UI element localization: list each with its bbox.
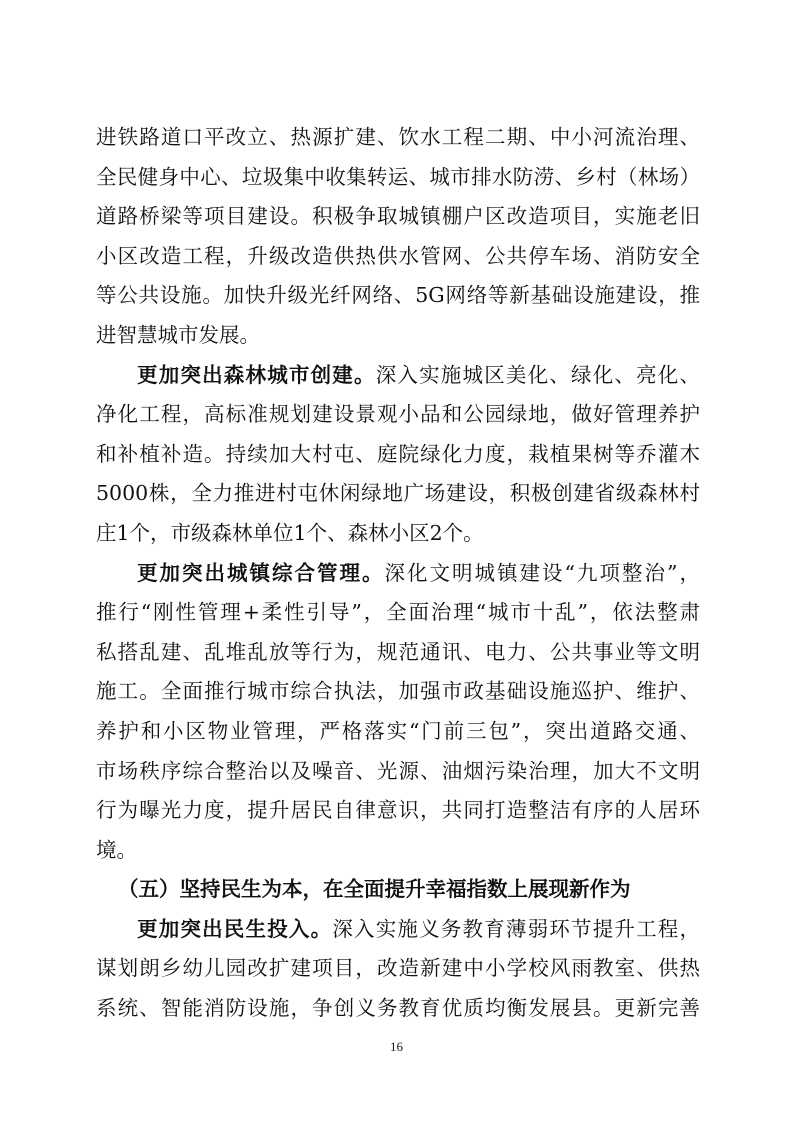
text-line: 庄1个，市级森林单位1个、森林小区2个。 <box>96 520 484 545</box>
text-line: 进铁路道口平改立、热源扩建、饮水工程二期、中小河流治理、 <box>96 125 700 149</box>
text-line: 养护和小区物业管理，严格落实“门前三包”，突出道路交通、 <box>96 718 700 743</box>
text-line: 推行“刚性管理+柔性引导”，全面治理“城市十乱”，依法整肃 <box>96 600 700 625</box>
text-line: 施工。全面推行城市综合执法，加强市政基础设施巡护、维护、 <box>96 679 700 704</box>
text-line: 行为曝光力度，提升居民自律意识，共同打造整洁有序的人居环 <box>96 798 700 823</box>
page-number: 16 <box>390 1039 403 1054</box>
paragraph-first-line <box>96 910 700 950</box>
section-heading: （五）坚持民生为本，在全面提升幸福指数上展现新作为 <box>118 877 631 902</box>
text-line: 进智慧城市发展。 <box>96 322 260 347</box>
text-line: 净化工程，高标准规划建设景观小品和公园绿地，做好管理养护 <box>96 402 700 427</box>
text-line: 系统、智能消防设施，争创义务教育优质均衡发展县。更新完善 <box>96 996 700 1021</box>
text-line: 和补植补造。持续加大村屯、庭院绿化力度，栽植果树等乔灌木 <box>96 441 700 466</box>
paragraph-text: 深化文明城镇建设“九项整治”， <box>384 560 700 585</box>
text-line: 境。 <box>96 837 137 862</box>
paragraph-text: 深入实施义务教育薄弱环节提升工程， <box>332 916 700 941</box>
text-line: 私搭乱建、乱堆乱放等行为，规范通讯、电力、公共事业等文明 <box>96 639 700 664</box>
text-line: 市场秩序综合整治以及噪音、光源、油烟污染治理，加大不文明 <box>96 758 700 783</box>
text-line: 谋划朗乡幼儿园改扩建项目，改造新建中小学校风雨教室、供热 <box>96 956 700 981</box>
text-line: 小区改造工程，升级改造供热供水管网、公共停车场、消防安全 <box>96 243 700 268</box>
paragraph-heading: 更加突出民生投入。 <box>137 916 333 941</box>
body-text <box>96 118 700 1029</box>
paragraph-heading: 更加突出森林城市创建。 <box>137 362 376 387</box>
text-line: 全民健身中心、垃圾集中收集转运、城市排水防涝、乡村（林场） <box>96 164 700 189</box>
paragraph-first-line <box>96 554 700 594</box>
text-line: 道路桥梁等项目建设。积极争取城镇棚户区改造项目，实施老旧 <box>96 204 700 229</box>
paragraph-first-line <box>96 356 700 396</box>
text-line: 5000株，全力推进村屯休闲绿地广场建设，积极创建省级森林村 <box>96 481 700 506</box>
paragraph-text: 深入实施城区美化、绿化、亮化、 <box>375 362 700 387</box>
paragraph-heading: 更加突出城镇综合管理。 <box>137 560 385 585</box>
text-line: 等公共设施。加快升级光纤网络、5G网络等新基础设施建设，推 <box>96 283 700 308</box>
